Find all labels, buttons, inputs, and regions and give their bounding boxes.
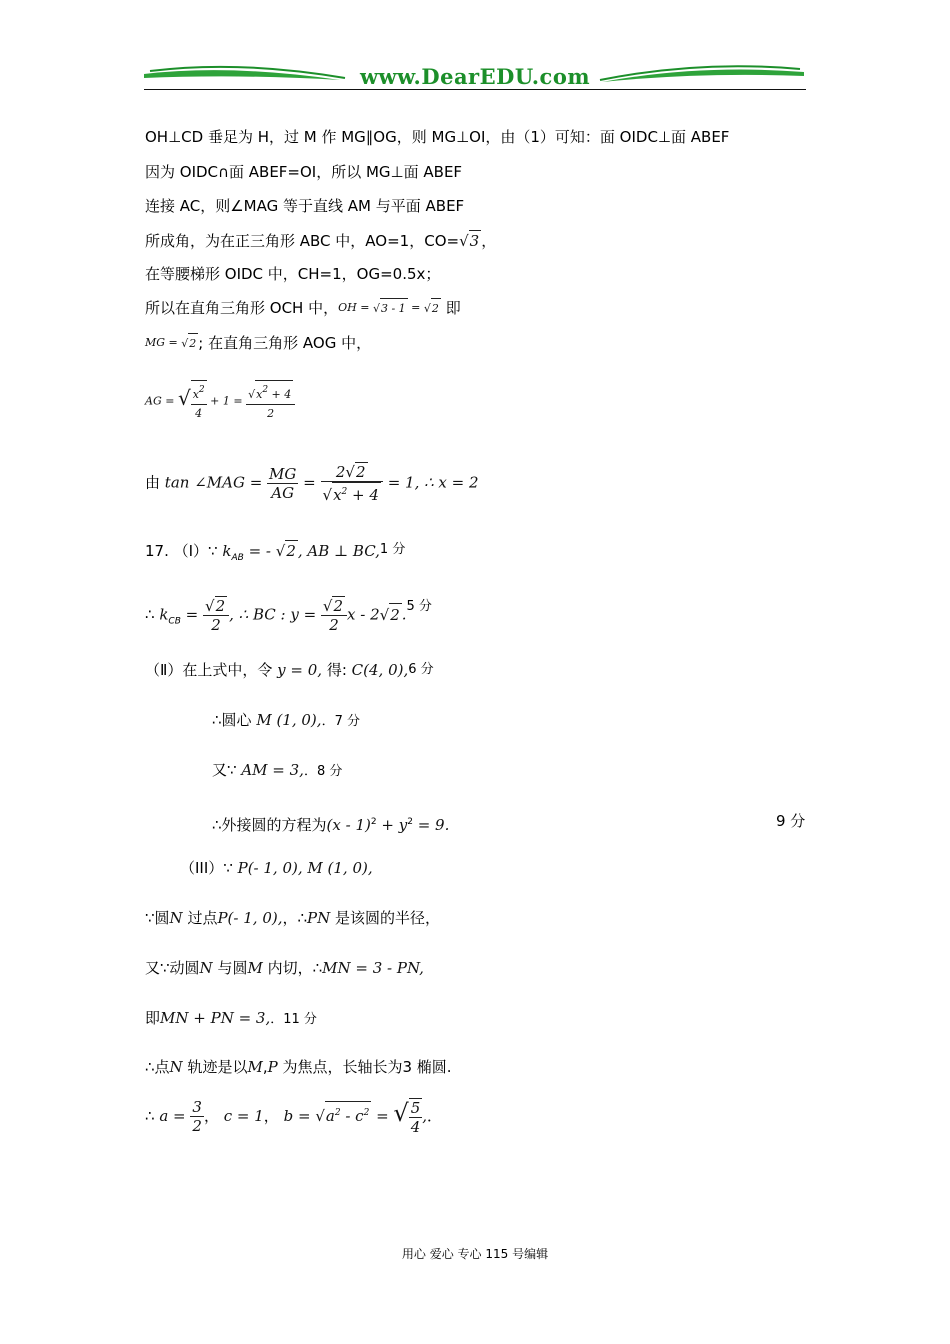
ellipse-params-line: ∴ a = $\frac{3}{2}$ ， c = 1， $b = √a^2 - c^2$ = √ $\frac{5}{4}$ ,． [145, 1098, 443, 1136]
problem-17-part1: 17. （Ⅰ）∵ $k_{AB}$ = - √2 , AB ⊥ BC,1 分 [145, 542, 406, 563]
header-rule [144, 89, 806, 90]
formula-tan: 由 tan ∠MAG = $\frac{MG}{AG}$ = $\frac{2√2}{√x^2 + 4}$ = 1, ∴ x = 2 [145, 463, 479, 504]
text-line: 因为 OIDC∩面 ABEF=OI，所以 MG⊥面 ABEF [145, 163, 463, 181]
text-line: ∴点N 轨迹是以M,P 为焦点，长轴长为3 椭圆. [145, 1058, 452, 1076]
text-line: 即MN + PN = 3,．11 分 [145, 1009, 317, 1027]
problem-17-part2: （Ⅱ）在上式中，令 y = 0, 得: C(4, 0),6 分 [145, 661, 434, 679]
score-9: 9 分 [776, 812, 806, 830]
site-logo[interactable]: www.DearEDU.com [359, 64, 591, 89]
text-line: 连接 AC，则∠MAG 等于直线 AM 与平面 ABEF [145, 197, 465, 215]
text-line: 在等腰梯形 OIDC 中，CH=1，OG=0.5x； [145, 265, 441, 283]
text-line: 所以在直角三角形 OCH 中，$^{OH}$ = $^{√3 - 1}$ = $^{√2}$ 即 [145, 299, 461, 317]
circle-equation-line: ∴外接圆的方程为$(x - 1)^2 + y^2 = 9$. [212, 816, 450, 834]
radius-line: 又∵ AM = 3,．8 分 [212, 761, 343, 779]
circle-center-line: ∴圆心 M (1, 0),．7 分 [212, 711, 360, 729]
text-line: 又∵动圆N 与圆M 内切，∴MN = 3 - PN, [145, 959, 424, 977]
problem-17-part3: （III）∵ P(- 1, 0), M (1, 0), [180, 859, 373, 877]
page-header [140, 58, 808, 94]
problem-17-slope: ∴ $k_{CB}$ = $\frac{√2}{2}$ , ∴ BC : y = $\frac{√2}{2}$ x - 2√2 .5 分 [145, 597, 432, 634]
text-line: 所成角，为在正三角形 ABC 中，AO=1，CO=√3 ， [145, 232, 497, 250]
text-line: ∵圆N 过点P(- 1, 0),，∴PN 是该圆的半径， [145, 909, 441, 927]
text-line: $^{MG}$ = $^{√2}$ ; 在直角三角形 AOG 中， [145, 334, 372, 352]
page-footer: 用心 爱心 专心 115 号编辑 [401, 1247, 549, 1261]
text-line: OH⊥CD 垂足为 H，过 M 作 MG∥OG，则 MG⊥OI，由（1）可知：面 OIDC⊥面 ABEF [145, 128, 730, 146]
formula-ag: AG = √ $\frac{x^2}{4}$ + 1 = $\frac{√x^2 + 4}{2}$ [145, 380, 295, 423]
